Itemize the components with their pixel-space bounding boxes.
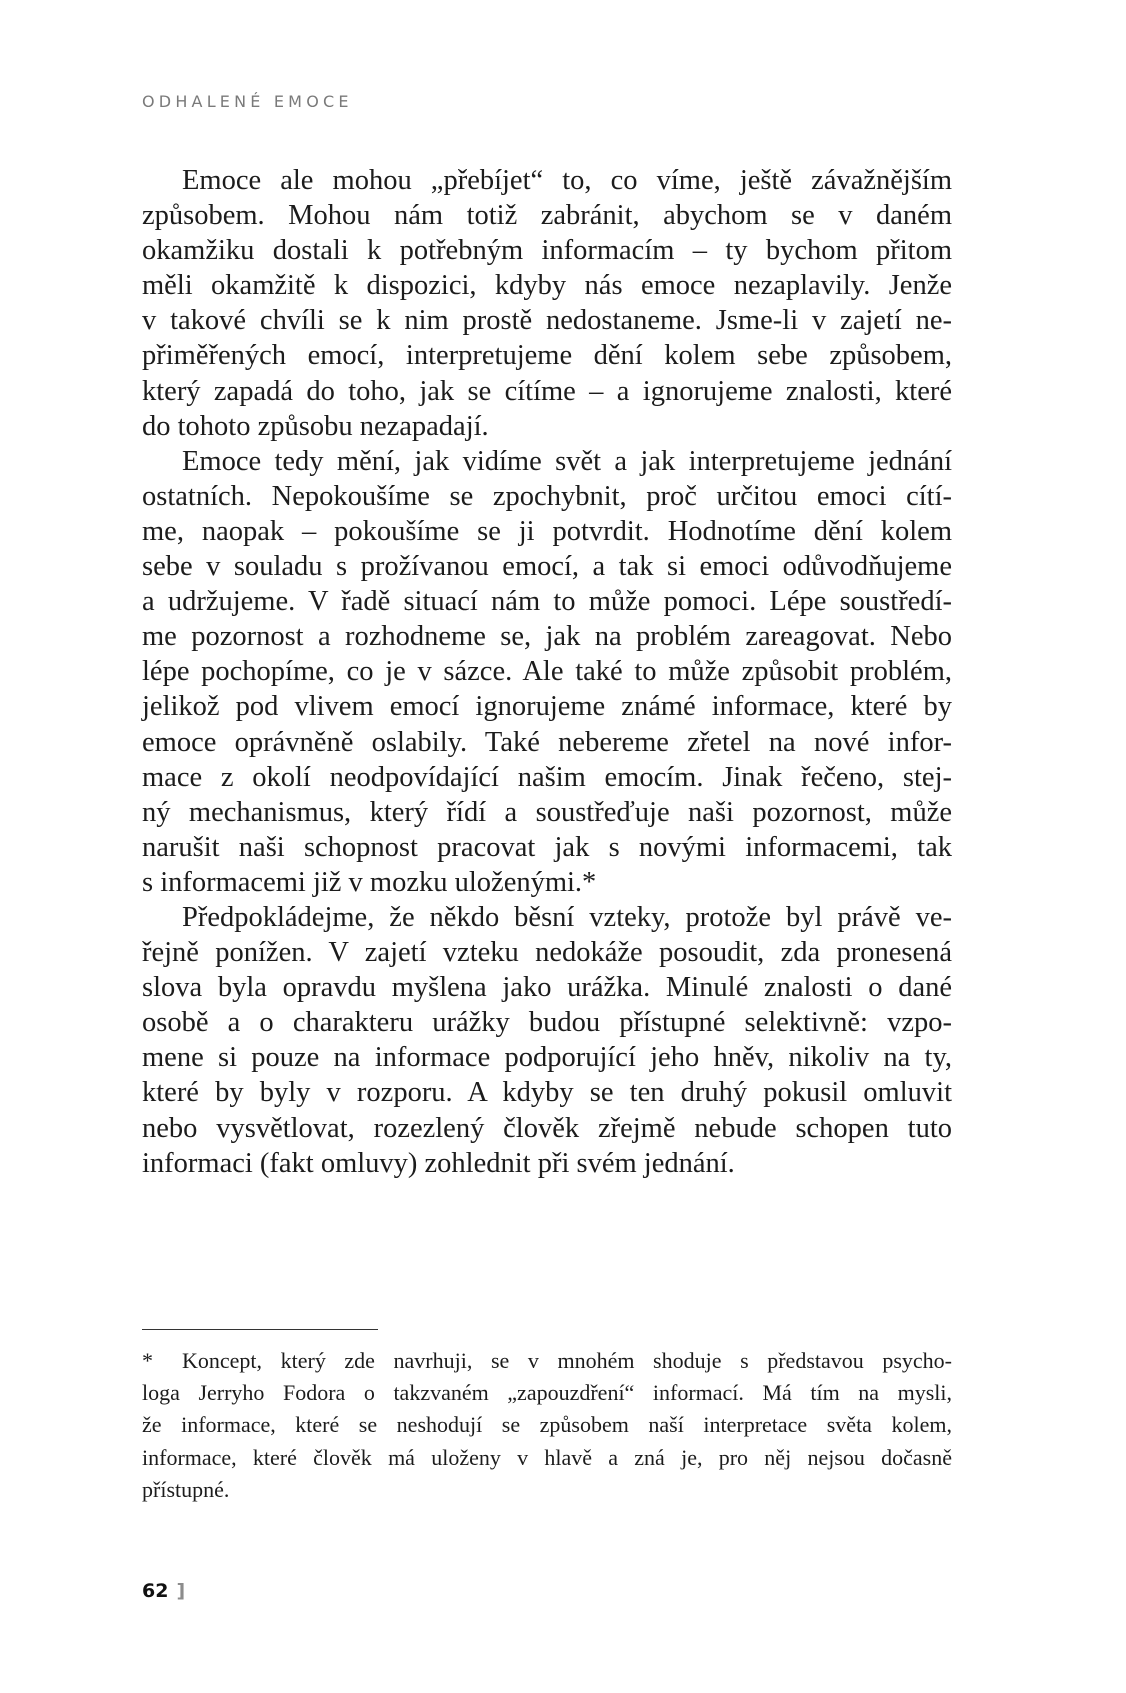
page-number-value: 62 [142, 1580, 169, 1602]
text-line: mace z okolí neodpovídající našim emocím. Jinak řečeno, stej- [142, 761, 952, 793]
page-number [142, 1580, 185, 1602]
text-line: Emoce ale mohou „přebíjet“ to, co víme, ještě závažnějším [182, 165, 952, 196]
text-line: jelikož pod vlivem emocí ignorujeme známé informace, které by [142, 691, 952, 723]
text-line: slova byla opravdu myšlena jako urážka. Minulé znalosti o dané [142, 972, 952, 1004]
text-line: v takové chvíli se k nim prostě nedostaneme. Jsme-li v zajetí ne- [142, 305, 952, 337]
text-line: ostatních. Nepokoušíme se zpochybnit, proč určitou emoci cítí- [142, 480, 952, 512]
text-line: řejně ponížen. V zajetí vzteku nedokáže posoudit, zda pronesená [142, 937, 952, 969]
footnote-line: informace, které člověk má uloženy v hlavě a zná je, pro něj nejsou dočasně [142, 1444, 952, 1470]
text-line: me, naopak – pokoušíme se ji potvrdit. Hodnotíme dění kolem [142, 515, 952, 547]
text-line: Předpokládejme, že někdo běsní vzteky, protože byl právě ve- [182, 901, 952, 933]
body-text [142, 163, 952, 1181]
text-line: lépe pochopíme, co je v sázce. Ale také to může způsobit problém, [142, 656, 952, 688]
text-line: nebo vysvětlovat, rozezlený člověk zřejmě nebude schopen tuto [142, 1112, 952, 1144]
footnote-line: loga Jerryho Fodora o takzvaném „zapouzdření“ informací. Má tím na mysli, [142, 1380, 952, 1406]
text-line: okamžiku dostali k potřebným informacím – ty bychom přitom [142, 235, 952, 267]
text-line: me pozornost a rozhodneme se, jak na problém zareagovat. Nebo [142, 621, 952, 653]
text-line: způsobem. Mohou nám totiž zabránit, abychom se v daném [142, 200, 952, 232]
footnote [142, 1345, 952, 1506]
footnote-line: * Koncept, který zde navrhuji, se v mnohém shoduje s představou psycho- [142, 1345, 952, 1377]
text-line: měli okamžitě k dispozici, kdyby nás emoce nezaplavily. Jenže [142, 270, 952, 302]
text-line: informaci (fakt omluvy) zohlednit při svém jednání. [142, 1147, 735, 1179]
text-line: který zapadá do toho, jak se cítíme – a ignorujeme znalosti, které [142, 375, 952, 407]
text-line: mene si pouze na informace podporující jeho hněv, nikoliv na ty, [142, 1042, 952, 1074]
paragraph-2 [142, 444, 952, 900]
bracket-icon: ] [176, 1580, 186, 1602]
footnote-marker: * [142, 1348, 153, 1373]
text-line: narušit naši schopnost pracovat jak s novými informacemi, tak [142, 831, 952, 863]
footnote-line: že informace, které se neshodují se způsobem naší interpretace světa kolem, [142, 1412, 952, 1438]
text-line: Emoce tedy mění, jak vidíme svět a jak interpretujeme jednání [182, 445, 952, 477]
text-line: sebe v souladu s prožívanou emocí, a tak si emoci odůvodňujeme [142, 551, 952, 583]
text-line-with-footnote-ref: s informacemi již v mozku uloženými.* [142, 866, 597, 898]
footnote-divider [142, 1329, 378, 1330]
paragraph-3 [142, 900, 952, 1181]
running-head: ODHALENÉ EMOCE [142, 92, 353, 111]
text-line: které by byly v rozporu. A kdyby se ten druhý pokusil omluvit [142, 1077, 952, 1109]
text-line: emoce oprávněně oslabily. Také nebereme zřetel na nové infor- [142, 726, 952, 758]
text-line: a udržujeme. V řadě situací nám to může pomoci. Lépe soustředí- [142, 586, 952, 618]
text-line: do tohoto způsobu nezapadají. [142, 410, 489, 442]
text-line: přiměřených emocí, interpretujeme dění kolem sebe způsobem, [142, 340, 952, 372]
paragraph-1 [142, 163, 952, 444]
text-line: ný mechanismus, který řídí a soustřeďuje naši pozornost, může [142, 796, 952, 828]
footnote-line: přístupné. [142, 1476, 230, 1502]
text-line: osobě a o charakteru urážky budou přístupné selektivně: vzpo- [142, 1007, 952, 1039]
